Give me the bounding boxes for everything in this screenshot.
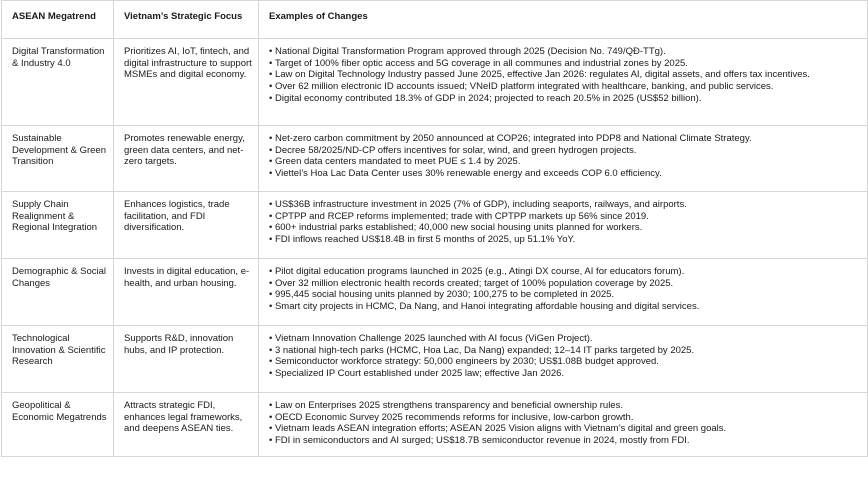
header-row [2,1,868,39]
header-examples: Examples of Changes [259,1,868,39]
examples-list [269,333,861,380]
example-item: • Semiconductor workforce strategy: 50,000 engineers by 2030; US$1.08B budget approved. [269,356,861,368]
focus-cell: Supports R&D, innovation hubs, and IP protection. [114,326,259,393]
example-item: • CPTPP and RCEP reforms implemented; trade with CPTPP markets up 56% since 2019. [269,211,861,223]
example-item: • FDI inflows reached US$18.4B in first 5 months of 2025, up 51.1% YoY. [269,234,861,246]
examples-list [269,133,861,180]
example-item: • 600+ industrial parks established; 40,000 new social housing units planned for workers. [269,222,861,234]
table-row [2,326,868,393]
example-item: • Target of 100% fiber optic access and 5G coverage in all communes and industrial zones by 2025. [269,58,861,70]
megatrend-cell: Sustainable Development & Green Transition [2,126,114,192]
example-item: • Decree 58/2025/ND-CP offers incentives for solar, wind, and green hydrogen projects. [269,145,861,157]
table-row [2,39,868,126]
megatrends-table [1,0,868,457]
example-item: • Over 62 million electronic ID accounts issued; VNeID platform integrated with healthcare, banking, and public services. [269,81,861,93]
megatrend-cell: Geopolitical & Economic Megatrends [2,393,114,457]
examples-cell [259,39,868,126]
example-item: • Vietnam Innovation Challenge 2025 launched with AI focus (ViGen Project). [269,333,861,345]
example-item: • Net-zero carbon commitment by 2050 announced at COP26; integrated into PDP8 and National Climate Strategy. [269,133,861,145]
table-row [2,192,868,259]
examples-cell [259,393,868,457]
examples-cell [259,126,868,192]
examples-cell [259,259,868,326]
focus-cell: Prioritizes AI, IoT, fintech, and digital infrastructure to support MSMEs and digital economy. [114,39,259,126]
examples-list [269,199,861,246]
example-item: • Over 32 million electronic health records created; target of 100% population coverage by 2025. [269,278,861,290]
example-item: • Law on Enterprises 2025 strengthens transparency and beneficial ownership rules. [269,400,861,412]
examples-cell [259,192,868,259]
example-item: • 995,445 social housing units planned by 2030; 100,275 to be completed in 2025. [269,289,861,301]
focus-cell: Attracts strategic FDI, enhances legal frameworks, and deepens ASEAN ties. [114,393,259,457]
examples-list [269,400,861,447]
example-item: • OECD Economic Survey 2025 recommends reforms for inclusive, low-carbon growth. [269,412,861,424]
table-row [2,393,868,457]
focus-cell: Invests in digital education, e-health, and urban housing. [114,259,259,326]
header-focus: Vietnam’s Strategic Focus [114,1,259,39]
header-megatrend: ASEAN Megatrend [2,1,114,39]
example-item: • Digital economy contributed 18.3% of GDP in 2024; projected to reach 20.5% in 2025 (US$52 billion). [269,93,861,105]
table-row [2,259,868,326]
table-row [2,126,868,192]
example-item: • Viettel’s Hoa Lac Data Center uses 30% renewable energy and exceeds COP 6.0 efficiency. [269,168,861,180]
example-item: • Pilot digital education programs launched in 2025 (e.g., Atingi DX course, AI for educators forum). [269,266,861,278]
example-item: • Vietnam leads ASEAN integration efforts; ASEAN 2025 Vision aligns with Vietnam’s digital and green goals. [269,423,861,435]
examples-cell [259,326,868,393]
megatrend-cell: Demographic & Social Changes [2,259,114,326]
example-item: • Smart city projects in HCMC, Da Nang, and Hanoi integrating affordable housing and digital services. [269,301,861,313]
example-item: • Green data centers mandated to meet PUE ≤ 1.4 by 2025. [269,156,861,168]
examples-list [269,46,861,105]
example-item: • Law on Digital Technology Industry passed June 2025, effective Jan 2026: regulates AI, digital assets, and offers tax incentives. [269,69,861,81]
focus-cell: Promotes renewable energy, green data centers, and net-zero targets. [114,126,259,192]
example-item: • FDI in semiconductors and AI surged; US$18.7B semiconductor revenue in 2024, mostly from FDI. [269,435,861,447]
megatrend-cell: Technological Innovation & Scientific Research [2,326,114,393]
example-item: • National Digital Transformation Program approved through 2025 (Decision No. 749/QĐ-TTg). [269,46,861,58]
megatrend-cell: Digital Transformation & Industry 4.0 [2,39,114,126]
megatrend-cell: Supply Chain Realignment & Regional Integration [2,192,114,259]
focus-cell: Enhances logistics, trade facilitation, and FDI diversification. [114,192,259,259]
example-item: • US$36B infrastructure investment in 2025 (7% of GDP), including seaports, railways, and airports. [269,199,861,211]
example-item: • Specialized IP Court established under 2025 law; effective Jan 2026. [269,368,861,380]
examples-list [269,266,861,313]
example-item: • 3 national high-tech parks (HCMC, Hoa Lac, Da Nang) expanded; 12–14 IT parks targeted by 2025. [269,345,861,357]
